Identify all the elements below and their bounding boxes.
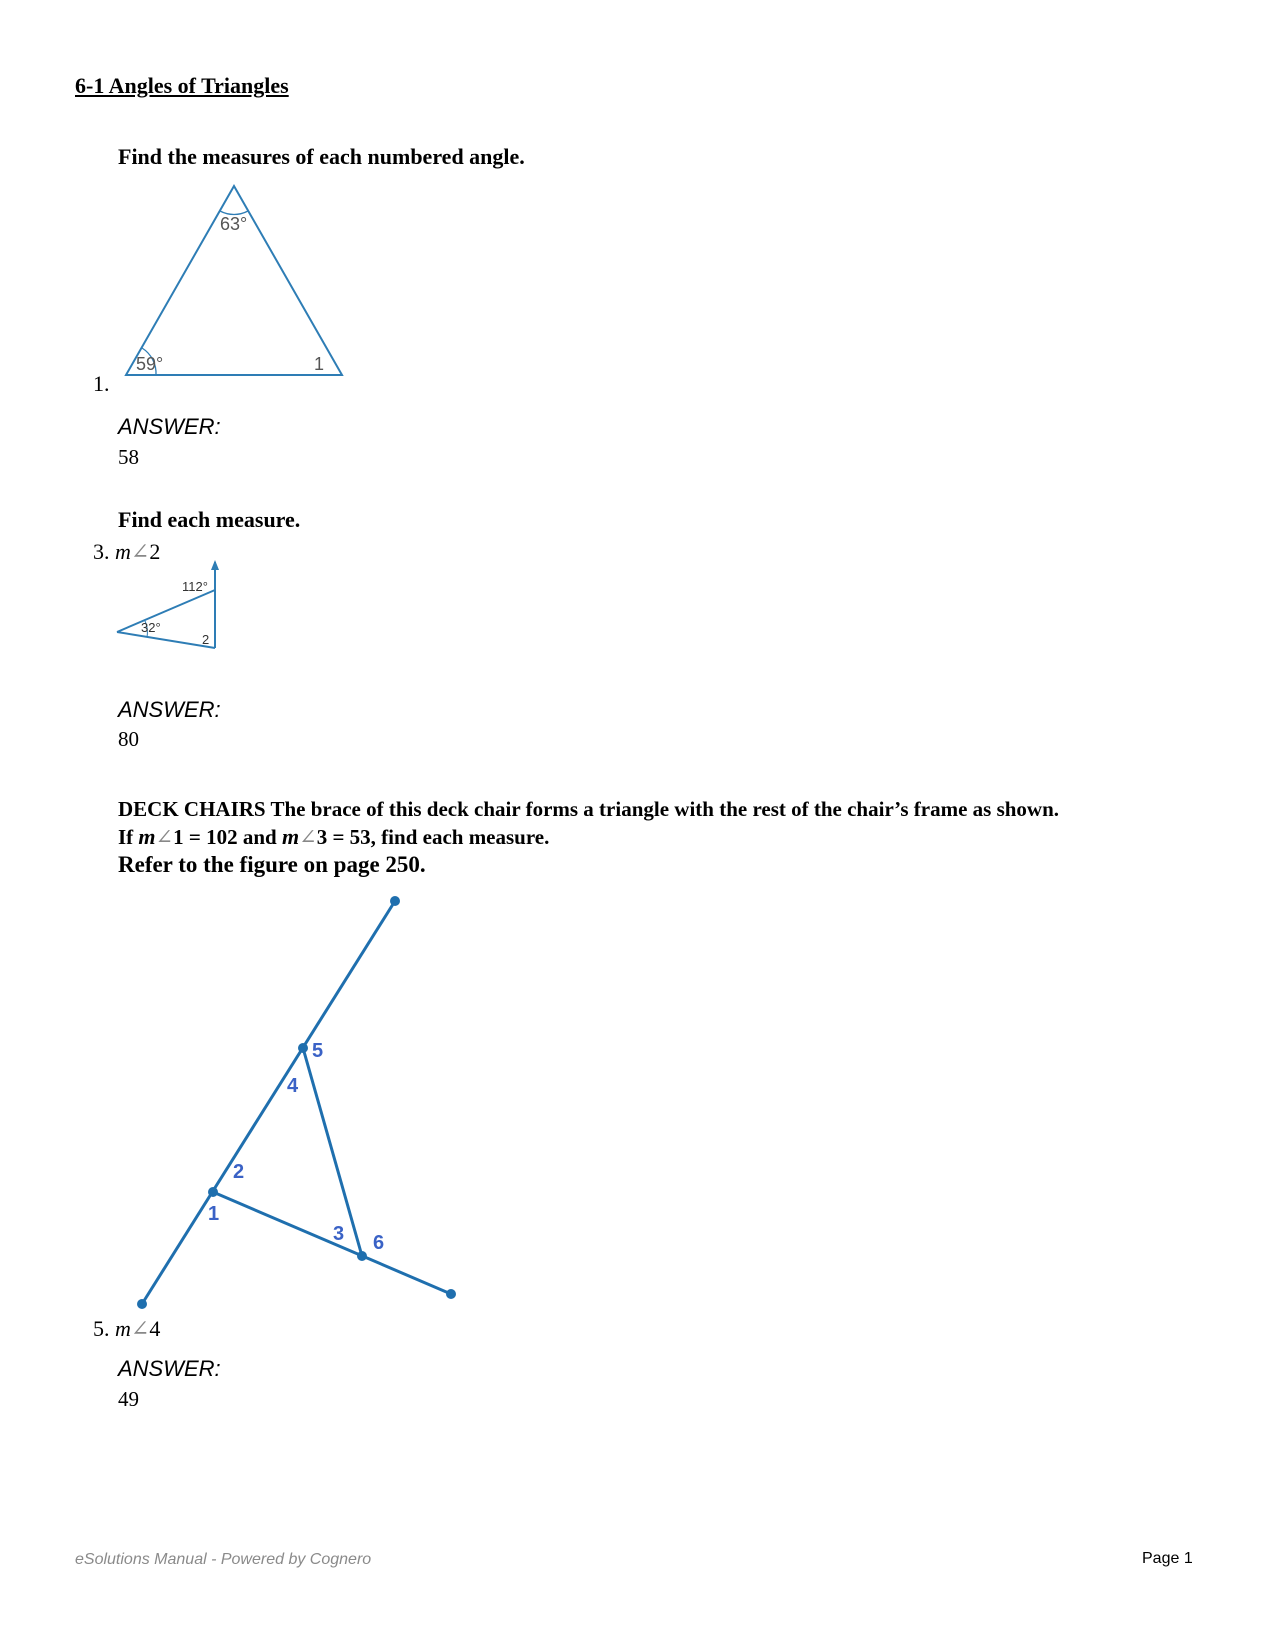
vertex-5: [298, 1043, 308, 1053]
measure-variable: m: [115, 539, 131, 564]
angle-symbol: ∠: [130, 1316, 150, 1341]
endpoint-bottom-left: [137, 1299, 147, 1309]
angle-index: 2: [149, 539, 161, 564]
angle-symbol: ∠: [155, 825, 174, 849]
deck-chairs-problem: [118, 795, 1059, 879]
page-title: 6-1 Angles of Triangles: [75, 73, 289, 98]
deck-if: If: [118, 825, 139, 849]
endpoint-top: [390, 896, 400, 906]
problem-5-prompt: [93, 1316, 160, 1342]
angle-label-32: 32°: [141, 620, 161, 635]
deck-line-1: DECK CHAIRS The brace of this deck chair forms a triangle with the rest of the chair’s frame as shown.: [118, 797, 1060, 821]
angle-label-112: 112°: [182, 579, 208, 594]
instruction-numbered-angles: Find the measures of each numbered angle.: [118, 144, 525, 169]
angle-label-3: 3: [333, 1223, 345, 1245]
problem-number-1: 1.: [93, 371, 110, 396]
instruction-find-each-measure: Find each measure.: [118, 507, 301, 532]
brace-line: [303, 1048, 362, 1256]
angle-label-59: 59°: [136, 354, 164, 374]
answer-value-3: 80: [118, 727, 139, 751]
footer-credit: eSolutions Manual - Powered by Cognero: [75, 1551, 372, 1568]
angle-label-1: 1: [208, 1203, 220, 1225]
triangle-figure-3: [115, 560, 235, 670]
angle-label-5: 5: [312, 1040, 324, 1062]
angle-label-1: 1: [314, 354, 325, 374]
angle-label-63: 63°: [220, 214, 248, 234]
frame-line-long: [142, 901, 395, 1304]
endpoint-right: [446, 1289, 456, 1299]
angle-label-2: 2: [233, 1161, 245, 1183]
problem-number-3: 3.: [93, 539, 110, 564]
vertex-3: [357, 1251, 367, 1261]
problem-number-5: 5.: [93, 1316, 110, 1341]
answer-value-1: 58: [118, 445, 139, 469]
measure-variable: m: [138, 824, 156, 849]
answer-value-5: 49: [118, 1387, 139, 1411]
page-number: Page 1: [1142, 1550, 1193, 1567]
angle-symbol: ∠: [299, 825, 317, 849]
deck-line-2: [118, 823, 1059, 851]
deck-given-1: 1 = 102 and: [173, 825, 282, 849]
angle-label-2: 2: [202, 632, 210, 647]
answer-label-3: ANSWER:: [118, 697, 221, 722]
deck-given-2: 3 = 53, find each measure.: [316, 825, 550, 849]
triangle-figure-1: [118, 180, 348, 380]
vertex-1: [208, 1187, 218, 1197]
measure-variable: m: [281, 824, 300, 849]
frame-line-bottom: [213, 1192, 451, 1294]
angle-label-6: 6: [373, 1232, 385, 1254]
measure-variable: m: [115, 1316, 131, 1341]
angle-label-4: 4: [287, 1075, 299, 1097]
upper-side: [117, 590, 215, 632]
angle-index: 4: [149, 1316, 161, 1341]
answer-label-5: ANSWER:: [118, 1356, 221, 1381]
answer-label-1: ANSWER:: [118, 414, 221, 439]
angle-symbol: ∠: [130, 539, 150, 564]
ray-arrowhead: [211, 560, 219, 570]
deck-line-3: Refer to the figure on page 250.: [118, 852, 426, 877]
lower-side: [117, 632, 215, 648]
